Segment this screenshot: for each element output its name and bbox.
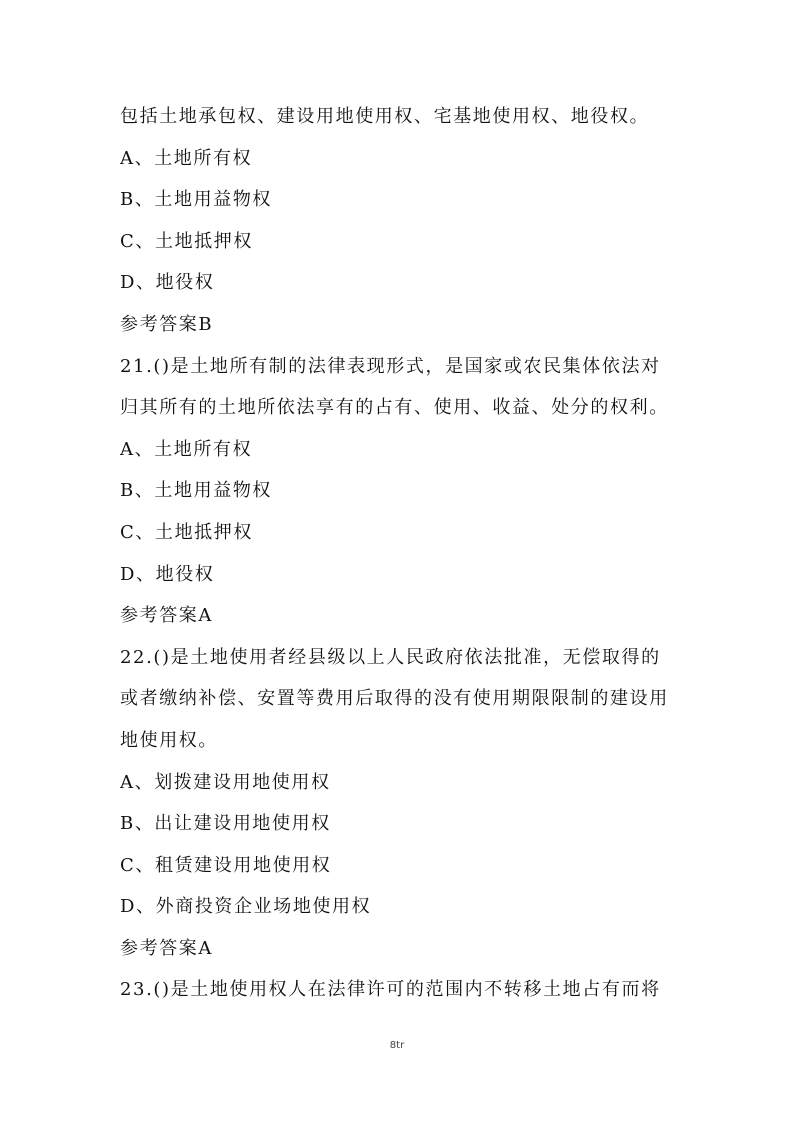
- question-21-line-2: 归其所有的土地所依法享有的占有、使用、收益、处分的权利。: [120, 397, 669, 419]
- question-21-line-1: 21.()是土地所有制的法律表现形式，是国家或农民集体依法对: [120, 355, 661, 377]
- page-number: 8tr: [389, 1040, 405, 1051]
- document-body: [120, 96, 680, 1011]
- text-line-continuation: 包括土地承包权、建设用地使用权、宅基地使用权、地役权。: [120, 106, 650, 127]
- option-d: D、地役权: [120, 272, 215, 294]
- question-23-line-1: 23.()是土地使用权人在法律许可的范围内不转移土地占有而将: [120, 979, 661, 1001]
- option-c: C、土地抵押权: [120, 230, 253, 252]
- option-a: A、划拨建设用地使用权: [120, 771, 331, 793]
- option-d: D、外商投资企业场地使用权: [120, 896, 372, 918]
- option-d: D、地役权: [120, 563, 215, 585]
- answer-line: 参考答案B: [120, 313, 214, 335]
- option-c: C、土地抵押权: [120, 521, 253, 543]
- answer-line: 参考答案A: [120, 605, 213, 627]
- option-a: A、土地所有权: [120, 147, 253, 169]
- option-c: C、租赁建设用地使用权: [120, 854, 332, 876]
- answer-line: 参考答案A: [120, 937, 213, 959]
- option-b: B、土地用益物权: [120, 189, 273, 211]
- question-22-line-3: 地使用权。: [120, 729, 218, 751]
- question-22-line-1: 22.()是土地使用者经县级以上人民政府依法批准，无偿取得的: [120, 646, 661, 668]
- option-b: B、土地用益物权: [120, 480, 273, 502]
- option-b: B、出让建设用地使用权: [120, 813, 331, 835]
- option-a: A、土地所有权: [120, 438, 253, 460]
- question-22-line-2: 或者缴纳补偿、安置等费用后取得的没有使用期限限制的建设用: [120, 688, 669, 710]
